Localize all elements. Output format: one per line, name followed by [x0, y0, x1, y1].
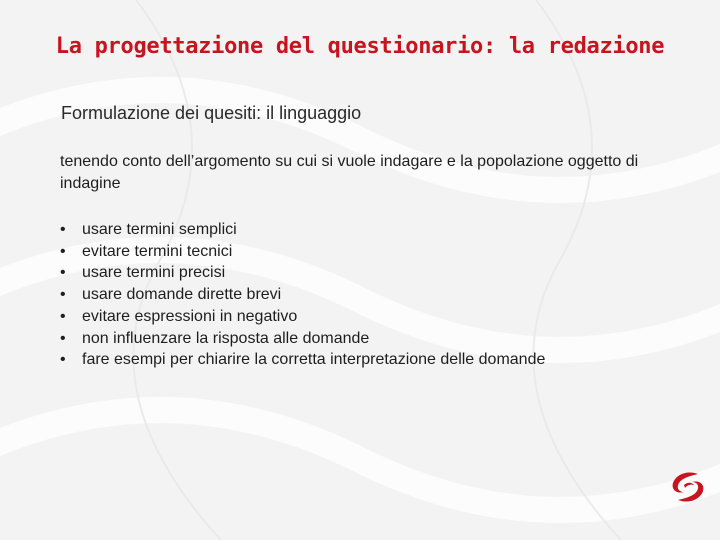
slide-subtitle: Formulazione dei quesiti: il linguaggio	[61, 103, 362, 123]
bullet-dot: •	[60, 242, 66, 260]
bullet-dot: •	[60, 286, 66, 304]
list-item-text: evitare termini tecnici	[82, 242, 233, 260]
list-item-text: fare esempi per chiarire la corretta interpretazione delle domande	[82, 351, 546, 369]
slide-title: La progettazione del questionario: la redazione	[55, 34, 665, 59]
bullet-dot: •	[60, 307, 66, 325]
bullet-dot: •	[60, 221, 66, 238]
list-item-text: usare termini semplici	[82, 221, 237, 238]
swirl-logo-icon	[670, 470, 706, 504]
list-item	[60, 306, 545, 328]
list-item	[60, 219, 545, 241]
list-item	[60, 328, 545, 350]
list-item	[60, 241, 545, 263]
list-item	[60, 262, 545, 284]
bullet-list	[60, 219, 545, 371]
bullet-dot: •	[60, 351, 66, 369]
list-item	[60, 284, 545, 306]
list-item	[60, 349, 545, 371]
list-item-text: non influenzare la risposta alle domande	[82, 329, 370, 347]
list-item-text: usare termini precisi	[82, 264, 226, 282]
bullet-dot: •	[60, 329, 66, 347]
list-item-text: usare domande dirette brevi	[82, 286, 282, 304]
intro-paragraph: tenendo conto dell’argomento su cui si vuole indagare e la popolazione oggetto di indagine	[60, 153, 639, 192]
bullet-dot: •	[60, 264, 66, 282]
list-item-text: evitare espressioni in negativo	[82, 307, 298, 325]
